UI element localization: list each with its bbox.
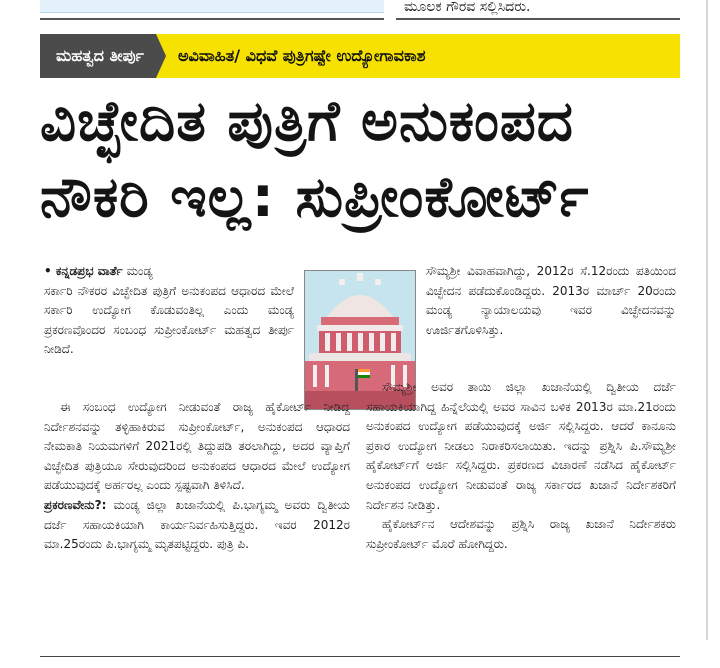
- paragraph-3-text: ಮಂಡ್ಯ ಜಿಲ್ಲಾ ಖಜಾನೆಯಲ್ಲಿ ಪಿ.ಭಾಗ್ಯಮ್ಮ ಅವರು ದ್ವಿತೀಯ ದರ್ಜೆ ಸಹಾಯಕಿಯಾಗಿ ಕಾರ್ಯನಿರ್ವಹಿಸುತ್ತಿದ್ದರು. ಇವರ 2012ರ ಮಾ.25ರಂದು ಪಿ.ಭಾಗ್ಯಮ್ಮ ಮೃತಪಟ್ಟಿದ್ದರು. ಪುತ್ರಿ ಪಿ.: [44, 497, 350, 552]
- paragraph-3: [44, 496, 350, 555]
- article-column-top-right: [426, 262, 676, 340]
- top-rule-left: [40, 18, 384, 20]
- paragraph-6: ಹೈಕೋರ್ಟ್‌ನ ಆದೇಶವನ್ನು ಪ್ರಶ್ನಿಸಿ ರಾಜ್ಯ ಖಜಾನೆ ನಿರ್ದೇಶಕರು ಸುಪ್ರೀಂಕೋರ್ಟ್ ಮೊರೆ ಹೋಗಿದ್ದರು.: [366, 517, 676, 551]
- previous-article-fragment: ಮೂಲಕ ಗೌರವ ಸಲ್ಲಿಸಿದರು.: [404, 0, 531, 15]
- previous-article-box: [40, 0, 384, 13]
- headline-line-1: ವಿಚ್ಛೇದಿತ ಪುತ್ರಿಗೆ ಅನುಕಂಪದ: [40, 89, 574, 154]
- headline: [40, 84, 688, 236]
- paragraph-2: ಈ ಸಂಬಂಧ ಉದ್ಯೋಗ ನೀಡುವಂತೆ ರಾಜ್ಯ ಹೈಕೋರ್ಟ್ ನೀಡಿದ್ದ ನಿರ್ದೇಶನವನ್ನು ತಳ್ಳಿಹಾಕಿರುವ ಸುಪ್ರೀಂಕೋರ್ಟ್, ಅನುಕಂಪದ ಆಧಾರದ ನೇಮಕಾತಿ ನಿಯಮಗಳಿಗೆ 2021ರಲ್ಲಿ ತಿದ್ದುಪಡಿ ತರಲಾಗಿದ್ದು, ಅದರ ವ್ಯಾಪ್ತಿಗೆ ವಿಚ್ಛೇದಿತ ಪುತ್ರಿಯೂ ಸೇರುವುದರಿಂದ ಅನುಕಂಪದ ಆಧಾರದ ಮೇಲೆ ಉದ್ಯೋಗ ಪಡೆಯುವುದಕ್ಕೆ ಅರ್ಹರಲ್ಲ ಎಂದು ಸ್ಪಷ್ಟವಾಗಿ ತಿಳಿಸಿದೆ.: [44, 400, 350, 493]
- article-column-left: [44, 398, 350, 555]
- kicker-bar: [40, 34, 680, 78]
- headline-line-2: ನೌಕರಿ ಇಲ್ಲ: ಸುಪ್ರೀಂಕೋರ್ಟ್: [40, 165, 590, 230]
- article-column-right: [366, 378, 676, 554]
- paragraph-5: ಸೌಮ್ಯಶ್ರೀ ಅವರ ತಾಯಿ ಜಿಲ್ಲಾ ಖಜಾನೆಯಲ್ಲಿ ದ್ವಿತೀಯ ದರ್ಜೆ ಸಹಾಯಕಿಯಾಗಿದ್ದ ಹಿನ್ನೆಲೆಯಲ್ಲಿ ಅವರ ಸಾವಿನ ಬಳಿಕ 2013ರ ಮಾ.21ರಂದು ಅನುಕಂಪದ ಉದ್ಯೋಗ ಪಡೆಯುವುದಕ್ಕೆ ಅರ್ಜಿ ಸಲ್ಲಿಸಿದ್ದರು. ಆದರೆ ಕಾನೂನು ಪ್ರಕಾರ ಉದ್ಯೋಗ ನೀಡಲು ನಿರಾಕರಿಸಲಾಯಿತು. ಇದನ್ನು ಪ್ರಶ್ನಿಸಿ ಪಿ.ಸೌಮ್ಯಶ್ರೀ ಹೈಕೋರ್ಟ್‌ಗೆ ಅರ್ಜಿ ಸಲ್ಲಿಸಿದ್ದರು. ಪ್ರಕರಣದ ವಿಚಾರಣೆ ನಡೆಸಿದ ಹೈಕೋರ್ಟ್ ಅನುಕಂಪದ ಉದ್ಯೋಗ ನೀಡುವಂತೆ ರಾಜ್ಯ ಸರ್ಕಾರದ ಖಜಾನೆ ನಿರ್ದೇಶಕರಿಗೆ ನಿರ್ದೇಶನ ನೀಡಿತ್ತು.: [366, 380, 676, 512]
- kicker-topic: ಅವಿವಾಹಿತ/ ವಿಧವೆ ಪುತ್ರಿಗಷ್ಟೇ ಉದ್ಯೋಗಾವಕಾಶ: [166, 34, 680, 78]
- subhead-what-is-case: ಪ್ರಕರಣವೇನು?:: [44, 497, 107, 512]
- byline-source: • ಕನ್ನಡಪ್ರಭ ವಾರ್ತೆ: [44, 264, 123, 278]
- kicker-label: ಮಹತ್ವದ ತೀರ್ಪು: [40, 34, 156, 78]
- page-edge: [706, 0, 708, 640]
- kicker-arrow: [156, 34, 166, 78]
- byline-city: ಮಂಡ್ಯ: [126, 264, 153, 278]
- article-column-top-left: [44, 262, 294, 360]
- bottom-rule: [40, 656, 680, 657]
- paragraph-4: ಸೌಮ್ಯಶ್ರೀ ವಿವಾಹವಾಗಿದ್ದು, 2012ರ ಸೆ.12ರಂದು ಪತಿಯಿಂದ ವಿಚ್ಛೇದನ ಪಡೆದುಕೊಂಡಿದ್ದರು. 2013ರ ಮಾರ್ಚ್ 20ರಂದು ಮಂಡ್ಯ ನ್ಯಾಯಾಲಯವು ಇವರ ವಿಚ್ಛೇದನವನ್ನು ಊರ್ಜಿತಗೊಳಿಸಿತ್ತು.: [426, 264, 676, 337]
- paragraph-1: ಸರ್ಕಾರಿ ನೌಕರರ ವಿಚ್ಛೇದಿತ ಪುತ್ರಿಗೆ ಅನುಕಂಪದ ಆಧಾರದ ಮೇಲೆ ಸರ್ಕಾರಿ ಉದ್ಯೋಗ ಕೊಡುವಂತಿಲ್ಲ ಎಂದು ಮಂಡ್ಯ ಪ್ರಕರಣವೊಂದರ ಸಂಬಂಧ ಸುಪ್ರೀಂಕೋರ್ಟ್ ಮಹತ್ವದ ತೀರ್ಪು ನೀಡಿದೆ.: [44, 283, 294, 357]
- byline: [44, 262, 294, 282]
- top-rule-right: [396, 18, 680, 20]
